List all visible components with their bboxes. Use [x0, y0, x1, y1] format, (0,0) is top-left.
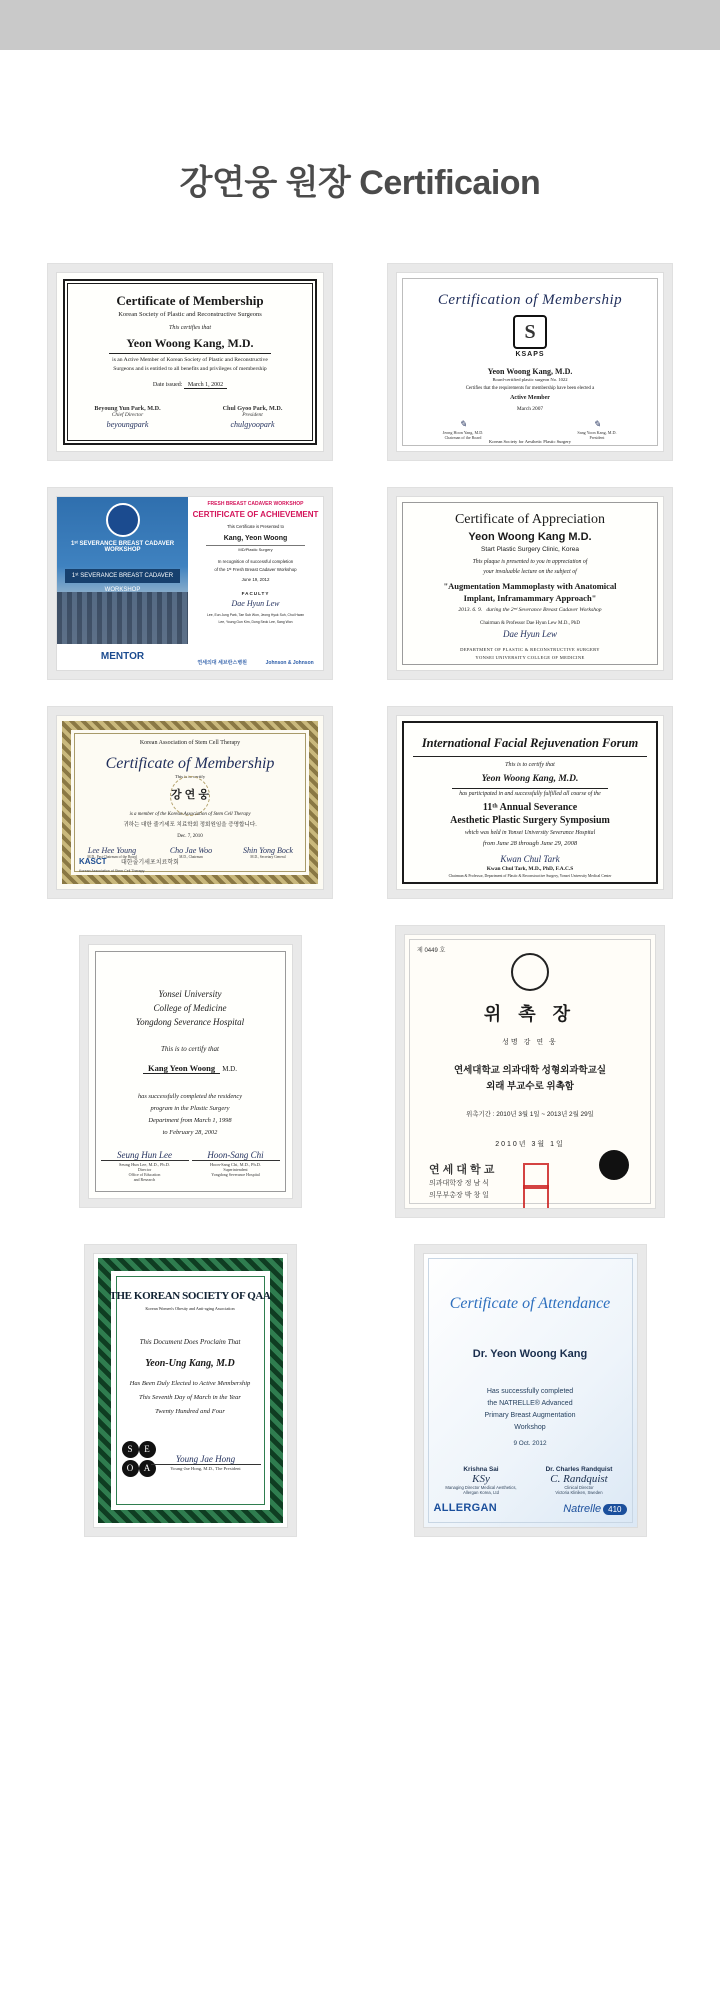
cert4-signer-line: Chairman & Professor Dae Hyun Lew M.D., PhD	[480, 621, 580, 626]
cert8-period: 위촉기간 : 2010년 3월 1일 ~ 2013년 2월 29일	[466, 1111, 594, 1118]
cert6-body2: which was held in Yonsei University Severance Hospital	[464, 830, 596, 836]
cert5-signature-right: Shin Yong Bock	[243, 846, 293, 855]
workshop-photo	[57, 497, 188, 670]
cert2-left-signer	[419, 419, 507, 440]
workshop-certificate-body	[188, 497, 323, 670]
cert10-right-title-1: Clinical Director	[564, 1485, 594, 1490]
seoa-letter-o: O	[122, 1460, 139, 1477]
natrelle-410-badge: 410	[603, 1504, 626, 1515]
cert5-signer-right	[233, 846, 303, 859]
cert4-body1: This plaque is presented to you in appreciation of	[472, 559, 588, 565]
cert7-signer-left	[101, 1150, 189, 1182]
cert5-heading: Certificate of Membership	[105, 755, 275, 772]
page-title: 강연웅 원장 Certificaion	[179, 164, 541, 202]
certificate-card-allergan-attendance[interactable]	[380, 1245, 680, 1536]
certificate-image-ksaps-membership	[396, 272, 664, 452]
cert8-date: 2010년 3월 1일	[495, 1141, 565, 1148]
cert2-logo-label: KSAPS	[515, 351, 545, 358]
cert5-footer-kasct: KASCT	[79, 857, 107, 866]
cert6-signer-title: Chairman & Professor, Department of Plastic & Reconstructive Surgery, Yonsei University Medical Center	[448, 874, 612, 878]
certificate-image-yonsei-appointment	[404, 934, 656, 1209]
cert7-signature-left: Seung Hun Lee	[117, 1150, 172, 1160]
cert2-right-name: Sang Yoon Kang, M.D.	[577, 430, 617, 435]
cert10-right-title-2: Victoria Kliniken, Sweden	[555, 1490, 603, 1495]
cert7-body-2: program in the Plastic Surgery	[150, 1105, 230, 1112]
cert7-title-right-1: Superintendent	[223, 1167, 248, 1172]
cert4-signature: Dae Hyun Lew	[503, 629, 557, 639]
certificate-card-appreciation[interactable]	[380, 488, 680, 679]
workshop-seal-icon	[106, 503, 140, 537]
cert3-heading: CERTIFICATE OF ACHIEVEMENT	[192, 510, 319, 519]
cert2-left-title: Chairman of the Board	[444, 435, 482, 440]
cert4-footer-1: DEPARTMENT OF PLASTIC & RECONSTRUCTIVE SURGERY	[460, 647, 600, 652]
cert6-rule	[413, 756, 647, 757]
cert6-event-1: 11ᵗʰ Annual Severance	[482, 802, 578, 813]
cert7-title-left-2: Office of Education	[128, 1172, 161, 1177]
cert4-body2: your invaluable lecture on the subject of	[483, 569, 577, 575]
cert3-sponsor-logos	[188, 659, 323, 666]
cert1-recipient: Yeon Woong Kang, M.D.	[126, 336, 254, 350]
cert1-name-rule	[109, 353, 271, 354]
cert7-recipient: Kang Yeon Woong	[143, 1063, 220, 1074]
certificate-card-ifrf[interactable]	[380, 707, 680, 898]
cert1-date-value: March 1, 2002	[184, 382, 227, 389]
cert6-recipient: Yeon Woong Kang, M.D.	[481, 774, 579, 784]
cert7-body-4: to February 28, 2002	[162, 1129, 218, 1136]
certificate-card-ksoaa[interactable]	[40, 1245, 340, 1536]
ksaps-logo-icon	[513, 315, 547, 349]
cert7-org-3: Yongdong Severance Hospital	[135, 1017, 245, 1027]
certificate-card-severance-breast-cadaver-workshop[interactable]	[40, 488, 340, 679]
certificate-frame	[80, 936, 301, 1207]
cert2-left-signature-mark: ✎	[459, 419, 467, 429]
certificate-frame	[48, 264, 332, 460]
cert1-date	[57, 382, 323, 390]
cert6-signer-name: Kwan Chul Tark, M.D., PhD, F.A.C.S	[486, 866, 574, 872]
cert1-date-label: Date issued:	[152, 382, 183, 388]
cert9-body-1: Has Been Duly Elected to Active Membership	[129, 1380, 251, 1387]
red-seal-stamp-2-icon	[523, 1185, 549, 1209]
cert1-right-signature: chulgyoopark	[230, 420, 275, 429]
cert3-body1: In recognition of successful completion	[217, 559, 294, 564]
cert10-left-name: Krishna Sai	[463, 1466, 499, 1473]
cert7-title-left-1: Director	[137, 1167, 152, 1172]
cert8-body-2: 외래 부교수로 위촉함	[486, 1081, 574, 1092]
cert5-body1: is a member of the Korean Association of Stem Cell Therapy	[129, 812, 251, 817]
cert8-issuer-line-2: 의무부총장 박 창 일	[429, 1192, 489, 1199]
certificate-card-yonsei-appointment[interactable]	[380, 926, 680, 1217]
cert7-org-1: Yonsei University	[158, 989, 222, 999]
cert7-org-2: College of Medicine	[153, 1003, 227, 1013]
cert5-recipient-ko: 강 연 웅	[171, 789, 209, 801]
certificate-image-allergan-attendance	[423, 1253, 638, 1528]
cert2-body1: Board-certified plastic surgeon No. 1022	[492, 377, 568, 382]
certificate-frame	[415, 1245, 646, 1536]
cert8-heading: 위 촉 장	[483, 1004, 577, 1024]
black-seal-icon	[599, 1150, 629, 1180]
seoa-letter-s: S	[122, 1441, 139, 1458]
cert1-left-signature: beyoungpark	[106, 420, 149, 429]
cert2-right-signature-mark: ✎	[593, 419, 601, 429]
cert3-presented: This Certificate is Presented to	[226, 524, 285, 529]
cert9-body-3: Twenty Hundred and Four	[155, 1408, 225, 1415]
cert5-footer-ko: 대한줄기세포치료학회	[121, 860, 179, 866]
cert1-body2: Surgeons and is entitled to all benefits and privileges of membership	[113, 366, 267, 372]
cert5-body-ko: 귀하는 대한 줄기세포 치료학회 정회원임을 증명합니다.	[123, 822, 257, 828]
certificate-frame	[396, 926, 664, 1217]
certificate-card-yonsei-residency[interactable]	[40, 926, 340, 1217]
cert4-affiliation: Start Plastic Surgery Clinic, Korea	[481, 546, 579, 553]
cert10-recipient: Dr. Yeon Woong Kang	[472, 1348, 588, 1360]
cert9-signature-block	[151, 1454, 261, 1471]
cert3-logo-left: 연세의대 세브란스병원	[197, 660, 248, 666]
cert8-name-label: 성명 강 연 웅	[502, 1039, 558, 1046]
cert4-footer-2: YONSEI UNIVERSITY COLLEGE OF MEDICINE	[475, 655, 585, 660]
cert10-body-1: Has successfully completed	[486, 1388, 574, 1395]
cert2-recipient: Yeon Woong Kang, M.D.	[487, 367, 573, 376]
ksaps-logo-letter: S	[524, 320, 536, 343]
yonsei-emblem-icon	[511, 953, 549, 991]
certificate-frame	[388, 488, 672, 679]
cert4-recipient: Yeon Woong Kang M.D.	[468, 531, 592, 543]
cert3-photo-banner: 1ˢᵗ SEVERANCE BREAST CADAVER WORKSHOP	[65, 569, 180, 583]
cert1-left-signer	[75, 405, 180, 429]
certificate-card-ksaps-membership[interactable]	[380, 264, 680, 460]
cert10-left-title-1: Managing Director Medical Aesthetics,	[445, 1485, 517, 1490]
cert3-date: June 19, 2012	[241, 577, 270, 582]
cert6-body3: from June 28 through June 29, 2008	[482, 840, 578, 847]
cert10-heading: Certificate of Attendance	[449, 1295, 611, 1312]
cert4-topic-1: "Augmentation Mammoplasty with Anatomical	[443, 581, 617, 591]
cert5-footer-sub-wrap	[79, 859, 144, 877]
cert3-name-rule	[206, 545, 305, 546]
cert2-right-signer	[553, 419, 641, 440]
cert6-heading: International Facial Rejuvenation Forum	[421, 736, 639, 750]
cert8-doc-no: 제 0449 호	[417, 948, 446, 954]
cert5-signature-left: Lee Hee Young	[87, 846, 137, 855]
cert3-faculty-signature: Dae Hyun Lew	[231, 599, 280, 608]
cert10-body-2: the NATRELLE® Advanced	[487, 1400, 573, 1407]
cert2-date: March 2007	[516, 406, 544, 412]
cert6-name-rule	[452, 788, 608, 789]
cert7-title-right-2: Yongdong Severance Hospital	[211, 1172, 260, 1177]
cert2-left-name: Jeong Hoon Yang, M.D.	[442, 430, 484, 435]
certificate-frame	[388, 707, 672, 898]
cert5-title-right: M.D., Secretary General	[250, 855, 286, 859]
cert3-kicker: FRESH BREAST CADAVER WORKSHOP	[207, 501, 304, 507]
top-bar	[0, 0, 720, 50]
cert7-name-right: Hoon-Sang Chi, M.D., Ph.D.	[192, 1160, 280, 1167]
seoa-letter-e: E	[139, 1441, 156, 1458]
cert10-signer-left	[434, 1466, 529, 1495]
cert7-name-left: Seung Hun Lee, M.D., Ph.D.	[101, 1160, 189, 1167]
cert5-title-left: M.D., Past Chairman of the Board	[87, 855, 137, 859]
certification-page	[0, 50, 720, 1604]
cert10-date: 9 Oct. 2012	[513, 1440, 547, 1447]
seoa-letter-a: A	[139, 1460, 156, 1477]
cert10-right-signature: C. Randquist	[550, 1473, 608, 1485]
cert9-signature: Young Jae Hong	[175, 1454, 236, 1464]
certificate-frame	[48, 488, 332, 679]
cert5-title-mid: M.D., Chairman	[179, 855, 203, 859]
cert5-org: Korean Association of Stem Cell Therapy	[139, 740, 241, 746]
cert9-heading: THE KOREAN SOCIETY OF QAA	[109, 1290, 271, 1302]
natrelle-logo	[563, 1499, 626, 1517]
cert1-body1: is an Active Member of Korean Society of Plastic and Reconstructive	[112, 357, 268, 363]
cert3-faculty-label: FACULTY	[241, 591, 270, 596]
cert8-issuer: 연 세 대 학 교	[429, 1164, 495, 1176]
certificate-image-ksoaa	[93, 1253, 288, 1528]
allergan-logo: ALLERGAN	[433, 1502, 498, 1514]
certificate-frame	[388, 264, 672, 460]
cert2-footer: Korean Society for Aesthetic Plastic Surgery	[488, 439, 572, 445]
certificate-frame	[85, 1245, 296, 1536]
cert7-signature-right: Hoon-Sang Chi	[207, 1150, 264, 1160]
cert7-signer-right	[192, 1150, 280, 1177]
certificate-image-appreciation	[396, 496, 664, 671]
cert6-certify: This is to certify that	[505, 762, 555, 768]
cert9-sub: Korean Women's Obesity and Anti-aging Association	[145, 1306, 235, 1311]
cert6-body1: has participated in and successfully fulfilled all course of the	[459, 791, 601, 797]
cert7-certify: This is to certify that	[161, 1045, 219, 1053]
cert4-topic-2: Implant, Inframammary Approach"	[463, 593, 597, 603]
natrelle-wordmark: Natrelle	[563, 1503, 602, 1515]
cert10-left-title-2: Allergan Korea, Ltd	[463, 1490, 499, 1495]
workshop-group-photo	[57, 592, 188, 644]
cert6-event-2: Aesthetic Plastic Surgery Symposium	[450, 815, 610, 826]
cert5-date: Dec. 7, 2010	[177, 834, 203, 839]
certificate-image-severance-workshop	[56, 496, 324, 671]
cert2-right-title: President	[589, 435, 605, 440]
cert3-recipient: Kang, Yeon Woong	[223, 535, 288, 542]
cert9-proclaim: This Document Does Proclaim That	[139, 1338, 241, 1346]
cert7-recipient-line	[89, 1063, 292, 1074]
cert7-recipient-suffix: M.D.	[222, 1065, 237, 1073]
cert1-right-signer	[200, 405, 305, 429]
cert8-issuer-line-1: 의과대학장 정 남 식	[429, 1180, 489, 1187]
cert10-body-4: Workshop	[514, 1424, 546, 1431]
cert7-body-1: has successfully completed the residency	[137, 1093, 243, 1100]
cert1-left-title: Chief Director	[111, 412, 144, 418]
cert9-recipient: Yeon-Ung Kang, M.D	[145, 1358, 235, 1369]
cert1-certifies: This certifies that	[169, 325, 211, 331]
cert10-body-3: Primary Breast Augmentation	[484, 1412, 576, 1419]
cert1-right-title: President	[242, 412, 263, 418]
cert2-heading: Certification of Membership	[437, 292, 623, 308]
certificate-image-kasct-membership	[56, 715, 324, 890]
certificate-image-ksprs-membership	[56, 272, 324, 452]
cert4-date: 2013. 6. 9.	[458, 607, 483, 613]
cert3-recipient-sub: MD/Plastic Surgery	[238, 547, 273, 552]
cert1-left-name: Beyoung Yun Park, M.D.	[94, 405, 161, 412]
cert5-sub: This is to certify	[174, 774, 206, 779]
cert1-right-name: Chul Gyoo Park, M.D.	[222, 405, 283, 412]
cert4-body3	[397, 607, 663, 614]
cert3-body2: of the 1ˢᵗ Fresh Breast Cadaver Workshop	[214, 567, 297, 572]
cert10-left-signature: KSy	[472, 1473, 490, 1485]
certificate-card-ksprs-membership[interactable]	[40, 264, 340, 460]
certificate-card-kasct-membership[interactable]	[40, 707, 340, 898]
certificate-frame	[48, 707, 332, 898]
cert7-body-3: Department from March 1, 1998	[148, 1117, 232, 1124]
cert10-signer-right	[532, 1466, 627, 1495]
cert6-signature: Kwan Chul Tark	[500, 854, 560, 864]
cert4-heading: Certificate of Appreciation	[454, 512, 606, 527]
cert1-heading: Certificate of Membership	[116, 293, 264, 308]
certificate-image-yonsei-residency	[88, 944, 293, 1199]
cert9-signer-line: Young-Jae Hong, M.D., The President	[151, 1464, 261, 1471]
cert9-body-2: This Seventh Day of March in the Year	[139, 1394, 241, 1401]
cert10-right-name: Dr. Charles Randquist	[545, 1466, 613, 1473]
cert8-body-1: 연세대학교 의과대학 성형외과학교실	[453, 1065, 607, 1076]
certificate-grid	[40, 264, 680, 1564]
cert2-body2: Certifies that the requirements for membership have been elected a	[465, 386, 595, 391]
cert3-photo-workshop-label: 1ˢᵗ SEVERANCE BREAST CADAVER WORKSHOP	[70, 541, 175, 553]
certificate-image-ifrf	[396, 715, 664, 890]
cert7-title-left-3: and Research	[133, 1177, 156, 1182]
cert5-footer-sub: Korean Association of Stem Cell Therapy	[79, 869, 145, 873]
cert1-org: Korean Society of Plastic and Reconstructive Surgeons	[118, 311, 262, 318]
cert3-photo-sponsor: MENTOR	[57, 644, 188, 670]
cert2-body3: Active Member	[510, 395, 550, 401]
cert3-logo-right: Johnson & Johnson	[265, 659, 314, 666]
cert3-faculty-names-2: Lee, Young Gun Kim, Dong Seok Lee, Sang Won	[218, 620, 293, 624]
cert3-faculty-names-1: Lee, Eun Jung Park, Tae Sub Won, Jeong Hyuk Suh, Chul Hwan	[206, 613, 305, 617]
cert4-body3-text: during the 2ⁿᵈ Severance Breast Cadaver Workshop	[486, 607, 602, 613]
cert5-signature-mid: Cho Jae Woo	[169, 846, 213, 855]
cert10-brand-logos	[434, 1499, 627, 1517]
